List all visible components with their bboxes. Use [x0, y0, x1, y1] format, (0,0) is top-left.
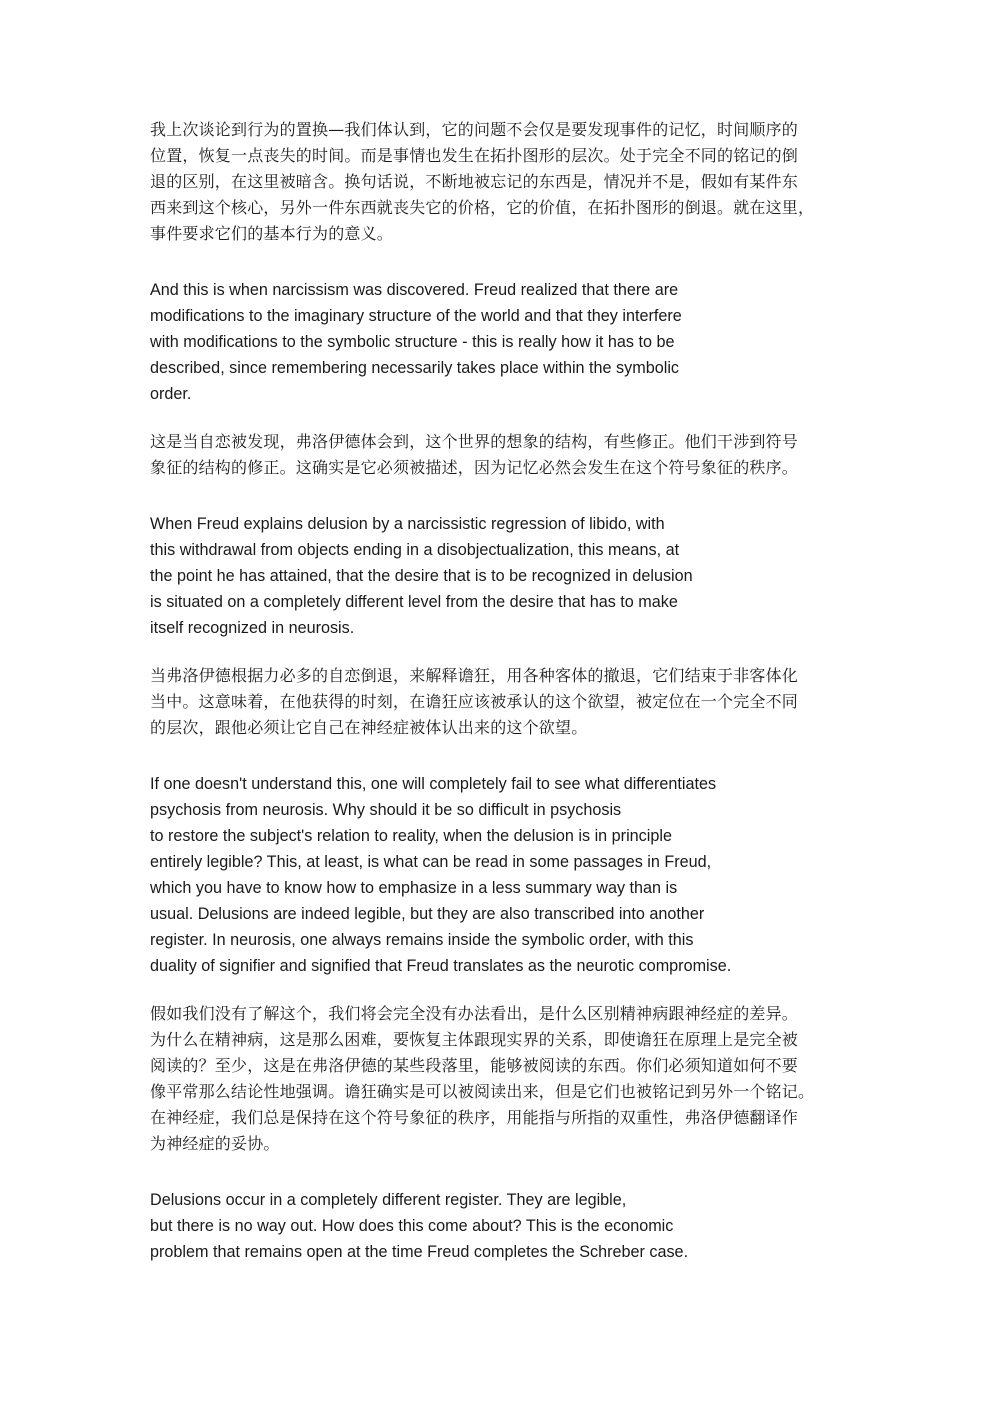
text-line: entirely legible? This, at least, is what can be read in some passages in Freud, — [150, 853, 712, 871]
text-line: is situated on a completely different level from the desire that has to make — [150, 593, 678, 611]
text-line: with modifications to the symbolic structure - this is really how it has to be — [150, 333, 675, 351]
text-line: If one doesn't understand this, one will completely fail to see what differentiates — [150, 775, 717, 793]
text-line: the point he has attained, that the desire that is to be recognized in delusion — [150, 567, 693, 585]
paragraph-zh-2 — [150, 429, 798, 481]
paragraph-zh-1 — [150, 117, 814, 247]
text-line: 在神经症，我们总是保持在这个符号象征的秩序，用能指与所指的双重性，弗洛伊德翻译作 — [150, 1108, 799, 1127]
paragraph-en-4 — [150, 1187, 688, 1265]
text-line: 西来到这个核心，另外一件东西就丧失它的价格，它的价值，在拓扑图形的倒退。就在这里， — [150, 198, 815, 217]
text-line: And this is when narcissism was discovered. Freud realized that there are — [150, 281, 679, 299]
text-line: described, since remembering necessarily takes place within the symbolic — [150, 359, 680, 377]
text-line: modifications to the imaginary structure of the world and that they interfere — [150, 307, 682, 325]
text-line: which you have to know how to emphasize in a less summary way than is — [150, 879, 678, 897]
text-line: register. In neurosis, one always remains inside the symbolic order, with this — [150, 931, 694, 949]
text-line: 事件要求它们的基本行为的意义。 — [150, 224, 394, 243]
text-line: 我上次谈论到行为的置换—我们体认到，它的问题不会仅是要发现事件的记忆，时间顺序的 — [150, 120, 799, 139]
text-line: but there is no way out. How does this come about? This is the economic — [150, 1217, 674, 1235]
text-line: 当中。这意味着，在他获得的时刻，在谵狂应该被承认的这个欲望，被定位在一个完全不同 — [150, 692, 799, 711]
text-line: usual. Delusions are indeed legible, but they are also transcribed into another — [150, 905, 705, 923]
paragraph-zh-3 — [150, 663, 798, 741]
text-line: 假如我们没有了解这个，我们将会完全没有办法看出，是什么区别精神病跟神经症的差异。 — [150, 1004, 799, 1023]
text-line: 当弗洛伊德根据力必多的自恋倒退，来解释谵狂，用各种客体的撤退，它们结束于非客体化 — [150, 666, 799, 685]
text-line: 这是当自恋被发现，弗洛伊德体会到，这个世界的想象的结构，有些修正。他们干涉到符号 — [150, 432, 799, 451]
paragraph-zh-4 — [150, 1001, 814, 1157]
text-line: problem that remains open at the time Freud completes the Schreber case. — [150, 1243, 689, 1261]
text-line: to restore the subject's relation to reality, when the delusion is in principle — [150, 827, 672, 845]
text-line: Delusions occur in a completely different register. They are legible, — [150, 1191, 627, 1209]
paragraph-en-1 — [150, 277, 682, 407]
text-line: 退的区别，在这里被暗含。换句话说，不断地被忘记的东西是，情况并不是，假如有某件东 — [150, 172, 799, 191]
paragraph-en-3 — [150, 771, 731, 979]
text-line: duality of signifier and signified that Freud translates as the neurotic compromise. — [150, 957, 732, 975]
text-line: order. — [150, 385, 192, 403]
text-line: 位置，恢复一点丧失的时间。而是事情也发生在拓扑图形的层次。处于完全不同的铭记的倒 — [150, 146, 799, 165]
paragraph-en-2 — [150, 511, 693, 641]
text-line: psychosis from neurosis. Why should it be so difficult in psychosis — [150, 801, 622, 819]
text-line: 为什么在精神病，这是那么困难，要恢复主体跟现实界的关系，即使谵狂在原理上是完全被 — [150, 1030, 799, 1049]
text-line: 象征的结构的修正。这确实是它必须被描述，因为记忆必然会发生在这个符号象征的秩序。 — [150, 458, 799, 477]
text-line: 阅读的？至少，这是在弗洛伊德的某些段落里，能够被阅读的东西。你们必须知道如何不要 — [150, 1056, 799, 1075]
text-line: 为神经症的妥协。 — [150, 1134, 280, 1153]
text-line: When Freud explains delusion by a narcissistic regression of libido, with — [150, 515, 665, 533]
text-line: itself recognized in neurosis. — [150, 619, 355, 637]
text-line: 的层次，跟他必须让它自己在神经症被体认出来的这个欲望。 — [150, 718, 588, 737]
text-line: this withdrawal from objects ending in a disobjectualization, this means, at — [150, 541, 680, 559]
text-line: 像平常那么结论性地强调。谵狂确实是可以被阅读出来，但是它们也被铭记到另外一个铭记。 — [150, 1082, 815, 1101]
